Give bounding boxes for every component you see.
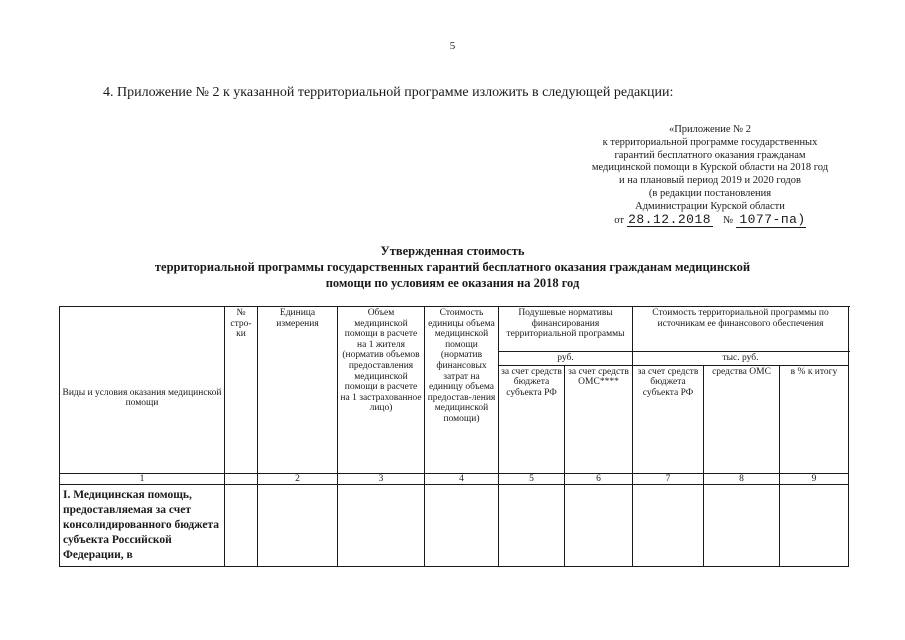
- title-line: Утвержденная стоимость: [380, 244, 525, 258]
- header-unit: Единица измерения: [258, 307, 338, 474]
- title-line: территориальной программы государственных гарантий бесплатного оказания гражданам медицинской: [154, 260, 751, 274]
- appendix-line: медицинской помощи в Курской области на 2018 год: [591, 162, 829, 174]
- document-title: [0, 243, 905, 291]
- header-total-group: Стоимость территориальной программы по источникам ее финансового обеспечения: [633, 307, 849, 352]
- column-number: 6: [565, 473, 633, 485]
- number-label: №: [723, 214, 734, 226]
- header-budget-total: за счет средств бюджета субъекта РФ: [633, 365, 704, 473]
- section-1-title: I. Медицинская помощь, предоставляемая за счет консолидированного бюджета субъекта Российской Федерации, в: [60, 485, 225, 567]
- title-line: помощи по условиям ее оказания на 2018 год: [325, 276, 580, 290]
- header-unit-rub: руб.: [499, 352, 633, 366]
- appendix-line: (в редакции постановления: [648, 187, 772, 199]
- table-cell: [565, 485, 633, 567]
- page-number: 5: [449, 40, 456, 52]
- table-cell: [225, 485, 258, 567]
- header-cost-unit: Стоимость единицы объема медицинской помощи (норматив финансовых затрат на единицу объема предостав-ления медицинской помощи): [425, 307, 499, 474]
- column-number: 4: [425, 473, 499, 485]
- header-oms-total: средства ОМС: [704, 365, 780, 473]
- header-percent-total: в % к итогу: [780, 365, 849, 473]
- column-number: 1: [60, 473, 225, 485]
- appendix-line: гарантий бесплатного оказания гражданам: [614, 149, 806, 161]
- column-number: 2: [258, 473, 338, 485]
- decree-number: 1077-па): [739, 211, 806, 227]
- header-volume: Объем медицинской помощи в расчете на 1 жителя (норматив объемов предоставления медицинской помощи в расчете на 1 застрахованное лицо): [338, 307, 425, 474]
- header-unit-thous-rub: тыс. руб.: [633, 352, 849, 366]
- column-number: 5: [499, 473, 565, 485]
- table-cell: [633, 485, 704, 567]
- decree-date: 28.12.2018: [628, 211, 712, 227]
- header-row-no: № стро-ки: [225, 307, 258, 474]
- from-label: от: [614, 214, 624, 226]
- header-per-capita-group: Подушевые нормативы финансирования территориальной программы: [499, 307, 633, 352]
- appendix-date-line: [560, 211, 860, 228]
- appendix-line: и на плановый период 2019 и 2020 годов: [619, 175, 801, 187]
- column-number: 9: [780, 473, 849, 485]
- table-cell: [704, 485, 780, 567]
- table-cell: [425, 485, 499, 567]
- header-types: Виды и условия оказания медицинской помощи: [60, 307, 225, 474]
- header-oms-per-capita: за счет средств ОМС****: [565, 365, 633, 473]
- appendix-line: «Приложение № 2: [668, 124, 752, 135]
- header-budget-per-capita: за счет средств бюджета субъекта РФ: [499, 365, 565, 473]
- table-cell: [780, 485, 849, 567]
- column-number: 8: [704, 473, 780, 485]
- appendix-line: Администрации Курской области: [635, 200, 785, 212]
- intro-paragraph: 4. Приложение № 2 к указанной территориальной программе изложить в следующей редакции:: [103, 85, 674, 100]
- table-cell: [258, 485, 338, 567]
- cost-table: [59, 306, 849, 567]
- appendix-note: [560, 124, 860, 228]
- column-number: 3: [338, 473, 425, 485]
- column-number: [225, 473, 258, 485]
- appendix-line: к территориальной программе государственных: [602, 136, 818, 148]
- table-cell: [499, 485, 565, 567]
- table-cell: [338, 485, 425, 567]
- column-number: 7: [633, 473, 704, 485]
